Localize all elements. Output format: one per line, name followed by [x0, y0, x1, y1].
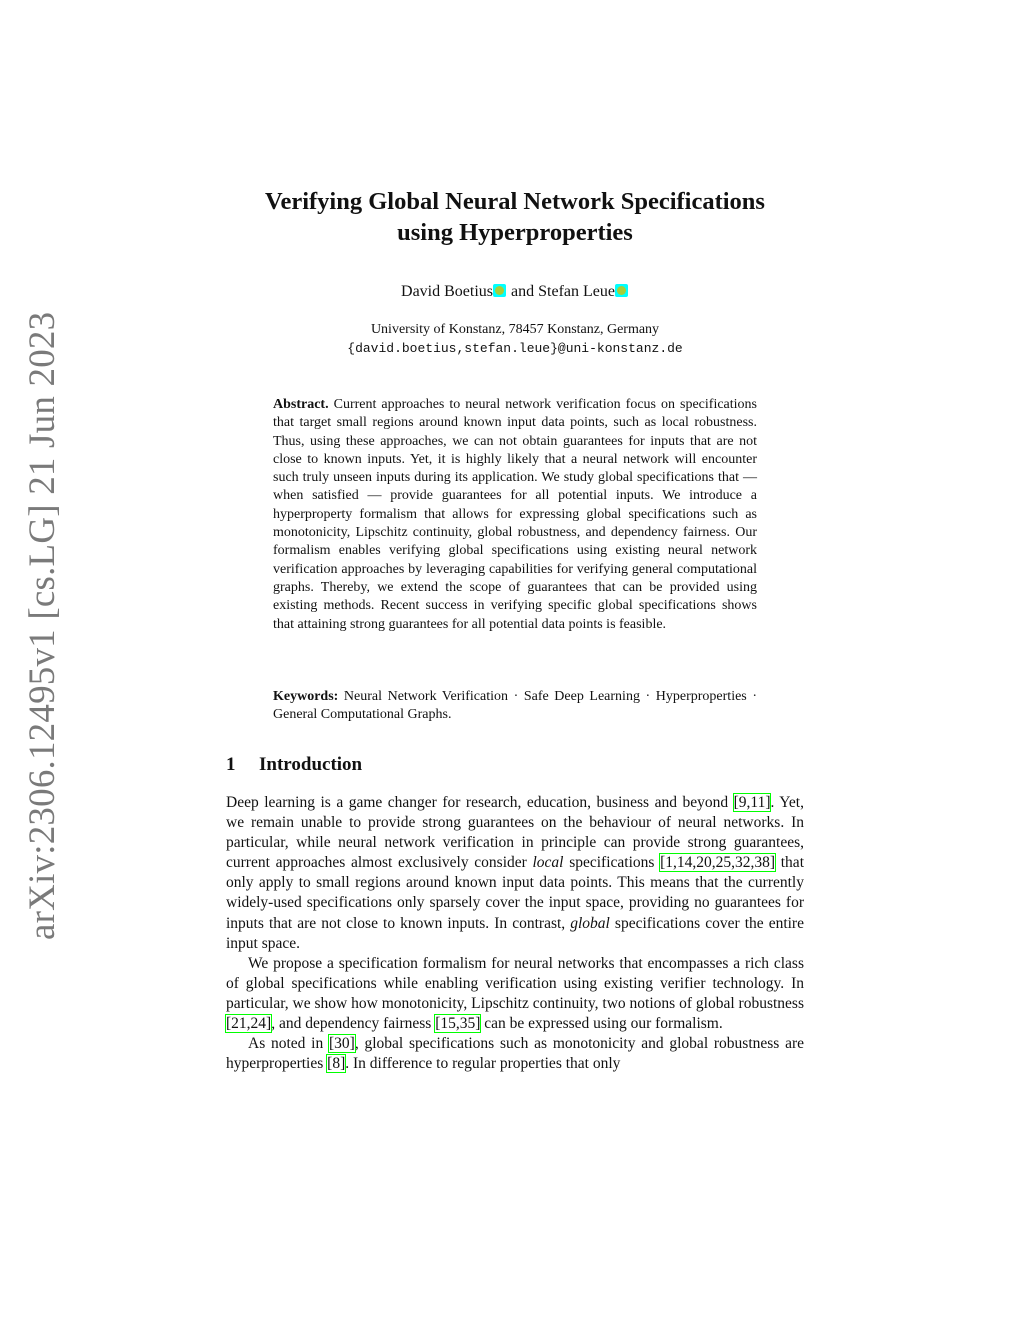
paragraph-text: . Yet, we remain unable to provide strong guarantees on the behaviour of neural networks. In particular, while neural network verification in principle can provide strong guarantees, current approaches almost exclusively consider	[226, 794, 804, 872]
author-name: David Boetius	[401, 283, 494, 300]
citation-link[interactable]: [21,24]	[226, 1015, 272, 1033]
paragraph-text: specifications cover the entire input space.	[226, 914, 804, 952]
paragraph-text: As noted in	[248, 1035, 330, 1053]
paper-title	[200, 186, 830, 248]
introduction-body	[226, 793, 804, 1074]
institution: University of Konstanz, 78457 Konstanz, Germany	[370, 322, 660, 337]
orcid-icon[interactable]	[493, 284, 506, 297]
citation-link[interactable]: [9,11]	[733, 794, 771, 811]
author-connector: and	[511, 283, 535, 300]
emphasis-text: local	[532, 854, 564, 872]
section-number: 1	[226, 754, 236, 775]
abstract-text: Current approaches to neural network verification focus on specifications that target small regions around known input data points, such as local robustness. Thus, using these approaches, we can not obtain guarantees for inputs that are not close to known inputs. Yet, it is highly likely that a neural network will encounter such truly unseen inputs during its application. We study global specifications that — when satisfied — provide guarantees for all potential inputs. We introduce a hyperproperty formalism that allows for expressing global specifications such as monotonicity, Lipschitz continuity, global robustness, and dependency fairness. Our formalism enables verifying global specifications using existing neural network verification approaches by leveraging capabilities for verifying general computational graphs. Thereby, we extend the scope of guarantees that can be provided using existing methods. Recent success in verifying specific global specifications shows that attaining strong guarantees for all potential data points is feasible.	[273, 397, 757, 632]
citation-link[interactable]: [30]	[329, 1035, 355, 1053]
affiliation	[200, 320, 830, 358]
paragraph-text: specifications	[563, 854, 661, 872]
arxiv-identifier: arXiv:2306.12495v1 [cs.LG] 21 Jun 2023	[22, 311, 63, 940]
abstract	[273, 396, 757, 634]
keywords-text: Neural Network Verification · Safe Deep Learning · Hyperproperties · General Computational Graphs.	[273, 689, 757, 723]
author-name: Stefan Leue	[538, 283, 615, 300]
title-line-1: Verifying Global Neural Network Specifications	[265, 188, 765, 215]
paragraph-text: We propose a specification formalism for neural networks that encompasses a rich class of global specifications while enabling verification using existing verifier technology. In particular, we show how monotonicity, Lipschitz continuity, two notions of global robustness	[226, 954, 804, 1012]
paragraph	[226, 1034, 804, 1074]
title-line-2: using Hyperproperties	[397, 219, 633, 246]
citation-link[interactable]: [1,14,20,25,32,38]	[660, 854, 776, 872]
section-heading	[226, 754, 362, 776]
abstract-label: Abstract.	[273, 397, 329, 412]
author-list	[200, 283, 830, 301]
paragraph-text: . In difference to regular properties that only	[345, 1055, 621, 1073]
paragraph-text: can be expressed using our formalism.	[480, 1015, 723, 1033]
emphasis-text: global	[570, 914, 610, 932]
keywords-label: Keywords:	[273, 689, 339, 704]
paragraph-text: , global specifications such as monotonicity and global robustness are hyperproperties	[226, 1035, 805, 1073]
citation-link[interactable]: [8]	[327, 1055, 346, 1073]
paragraph-text: , and dependency fairness	[271, 1015, 436, 1033]
keywords	[273, 688, 757, 725]
paragraph	[226, 793, 804, 954]
orcid-icon[interactable]	[615, 284, 628, 297]
section-title: Introduction	[259, 754, 363, 775]
paragraph	[226, 954, 804, 1034]
citation-link[interactable]: [15,35]	[435, 1015, 481, 1033]
paragraph-text: that only apply to small regions around known input data points. This means that the currently widely-used specifications only sparsely cover the input space, providing no guarantees for inputs that are not close to known inputs. In contrast,	[226, 854, 804, 932]
author-email: {david.boetius,stefan.leue}@uni-konstanz.de	[347, 341, 683, 356]
paragraph-text: Deep learning is a game changer for research, education, business and beyond	[226, 794, 734, 811]
